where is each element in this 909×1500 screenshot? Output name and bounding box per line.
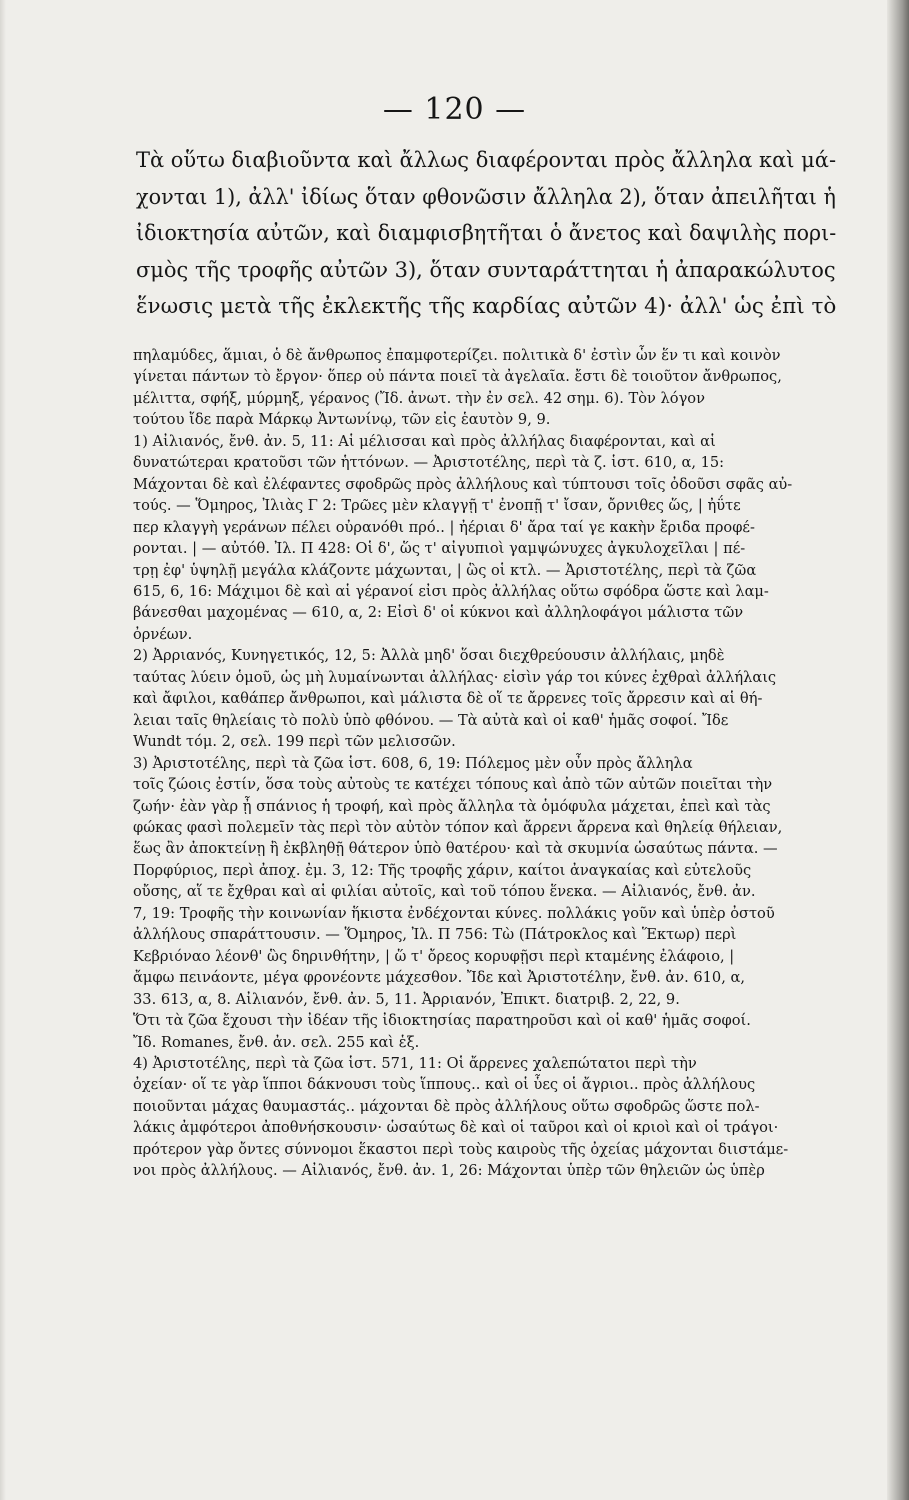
footnote-line: Ἴδ. Romanes, ἔνθ. ἀν. σελ. 255 καὶ ἑξ. xyxy=(133,1033,420,1051)
page-shadow-left xyxy=(0,0,6,1500)
footnote-line: ζωήν· ἐὰν γὰρ ᾖ σπάνιος ἡ τροφή, καὶ πρὸς ἄλληλα τὰ ὁμόφυλα μάχεται, ἐπεὶ καὶ τὰς xyxy=(133,797,771,815)
main-text-line: χονται 1), ἀλλ' ἰδίως ὅταν φθονῶσιν ἄλληλα 2), ὅταν ἀπειλῆται ἡ xyxy=(136,184,836,210)
footnote-line: ταύτας λύειν ὁμοῦ, ὡς μὴ λυμαίνωνται ἀλλήλας· εἰσὶν γάρ τοι κύνες ἐχθραὶ ἀλλήλαις xyxy=(133,668,777,686)
footnote-line: τούς. — Ὅμηρος, Ἰλιὰς Γ 2: Τρῶες μὲν κλαγγῇ τ' ἐνοπῇ τ' ἴσαν, ὄρνιθες ὥς, | ἠΰτε xyxy=(133,497,741,515)
footnote-line: 4) Ἀριστοτέλης, περὶ τὰ ζῶα ἱστ. 571, 11: Οἱ ἄρρενες χαλεπώτατοι περὶ τὴν xyxy=(133,1054,697,1072)
footnote-line: ἀλλήλους σπαράττουσιν. — Ὅμηρος, Ἰλ. Π 756: Τὼ (Πάτροκλος καὶ Ἕκτωρ) περὶ xyxy=(133,926,737,944)
footnote-line: ποιοῦνται μάχας θαυμαστάς.. μάχονται δὲ πρὸς ἀλλήλους οὕτω σφοδρῶς ὥστε πολ- xyxy=(133,1097,760,1115)
footnote-line: ἕως ἂν ἀποκτείνῃ ἢ ἐκβληθῇ θάτερον ὑπὸ θατέρου· καὶ τὰ σκυμνία ὡσαύτως πάντα. — xyxy=(133,840,778,858)
main-text-line: ἕνωσις μετὰ τῆς ἐκλεκτῆς τῆς καρδίας αὐτῶν 4)· ἀλλ' ὡς ἐπὶ τὸ xyxy=(136,294,837,319)
footnote-line: Μάχονται δὲ καὶ ἐλέφαντες σφοδρῶς πρὸς ἀλλήλους καὶ τύπτουσι τοῖς ὀδοῦσι σφᾶς αὐ- xyxy=(133,475,793,493)
page-binding-edge xyxy=(887,0,909,1500)
footnote-line: γίνεται πάντων τὸ ἔργον· ὅπερ οὐ πάντα ποιεῖ τὰ ἀγελαῖα. ἔστι δὲ τοιοῦτον ἄνθρωπος, xyxy=(133,368,782,386)
footnote-line: πρότερον γὰρ ὄντες σύννομοι ἕκαστοι περὶ τοὺς καιροὺς τῆς ὀχείας μάχονται διιστάμε- xyxy=(133,1140,789,1158)
footnote-line: 1) Αἰλιανός, ἔνθ. ἀν. 5, 11: Αἱ μέλισσαι καὶ πρὸς ἀλλήλας διαφέρονται, καὶ αἱ xyxy=(133,432,716,450)
main-body-text xyxy=(136,143,836,326)
page-number: — 120 — xyxy=(382,92,527,127)
footnote-line: λάκις ἀμφότεροι ἀποθνήσκουσιν· ὡσαύτως δὲ καὶ οἱ ταῦροι καὶ οἱ κριοὶ καὶ οἱ τράγοι· xyxy=(133,1119,779,1137)
footnote-line: ὀχείαν· οἵ τε γὰρ ἵπποι δάκνουσι τοὺς ἵππους.. καὶ οἱ ὗες οἱ ἄγριοι.. πρὸς ἀλλήλους xyxy=(133,1076,756,1094)
footnote-line: περ κλαγγὴ γεράνων πέλει οὐρανόθι πρό.. | ἠέριαι δ' ἄρα ταί γε κακὴν ἔριδα προφέ- xyxy=(133,518,755,536)
footnote-line: νοι πρὸς ἀλλήλους. — Αἰλιανός, ἔνθ. ἀν. 1, 26: Μάχονται ὑπὲρ τῶν θηλειῶν ὡς ὑπὲρ xyxy=(133,1162,765,1180)
footnote-line: Κεβριόναο λέονθ' ὣς δηρινθήτην, | ὥ τ' ὄρεος κορυφῇσι περὶ κταμένης ἐλάφοιο, | xyxy=(133,947,735,965)
footnote-line: 7, 19: Τροφῆς τὴν κοινωνίαν ἥκιστα ἐνδέχονται κύνες. πολλάκις γοῦν καὶ ὑπὲρ ὀστοῦ xyxy=(133,904,775,922)
footnote-line: τοῖς ζώοις ἐστίν, ὅσα τοὺς αὐτοὺς τε κατέχει τόπους καὶ ἀπὸ τῶν αὐτῶν ποιεῖται τὴν xyxy=(133,776,773,794)
footnote-line: ὀρνέων. xyxy=(133,625,193,643)
footnote-line: 2) Ἀρριανός, Κυνηγετικός, 12, 5: Ἀλλὰ μηδ' ὅσαι διεχθρεύουσιν ἀλλήλαις, μηδὲ xyxy=(133,647,725,665)
footnote-line: καὶ ἄφιλοι, καθάπερ ἄνθρωποι, καὶ μάλιστα δὲ οἵ τε ἄρρενες τοῖς ἄρρεσιν καὶ αἱ θή- xyxy=(133,690,763,708)
footnote-line: οὔσης, αἵ τε ἔχθραι καὶ αἱ φιλίαι αὐτοῖς, καὶ τοῦ τόπου ἕνεκα. — Αἰλιανός, ἔνθ. ἀν. xyxy=(133,883,756,901)
footnote-line: Πορφύριος, περὶ ἀποχ. ἐμ. 3, 12: Τῆς τροφῆς χάριν, καίτοι ἀναγκαίας καὶ εὐτελοῦς xyxy=(133,861,752,879)
main-text-line: σμὸς τῆς τροφῆς αὐτῶν 3), ὅταν συνταράττηται ἡ ἀπαρακώλυτος xyxy=(136,257,836,283)
footnote-line: ἄμφω πεινάοντε, μέγα φρονέοντε μάχεσθον. Ἴδε καὶ Ἀριστοτέλην, ἔνθ. ἀν. 610, α, xyxy=(133,969,745,987)
footnote-line: 33. 613, α, 8. Αἰλιανόν, ἔνθ. ἀν. 5, 11. Ἀρριανόν, Ἐπικτ. διατριβ. 2, 22, 9. xyxy=(133,990,680,1008)
main-text-line: Τὰ οὕτω διαβιοῦντα καὶ ἄλλως διαφέρονται πρὸς ἄλληλα καὶ μά- xyxy=(136,148,837,173)
footnote-line: τρῃ ἐφ' ὑψηλῇ μεγάλα κλάζοντε μάχωνται, | ὣς οἱ κτλ. — Ἀριστοτέλης, περὶ τὰ ζῶα xyxy=(133,561,757,579)
footnote-line: 615, 6, 16: Μάχιμοι δὲ καὶ αἱ γέρανοί εἰσι πρὸς ἀλλήλας οὕτω σφόδρα ὥστε καὶ λαμ- xyxy=(133,582,769,600)
footnote-line: πηλαμύδες, ἅμιαι, ὁ δὲ ἄνθρωπος ἐπαμφοτερίζει. πολιτικὰ δ' ἐστὶν ὧν ἕν τι καὶ κοινὸν xyxy=(133,347,781,364)
footnote-line: λειαι ταῖς θηλείαις τὸ πολὺ ὑπὸ φθόνου. — Τὰ αὐτὰ καὶ οἱ καθ' ἡμᾶς σοφοί. Ἴδε xyxy=(133,711,729,729)
footnote-line: Wundt τόμ. 2, σελ. 199 περὶ τῶν μελισσῶν. xyxy=(133,733,456,751)
footnote-line: βάνεσθαι μαχομένας — 610, α, 2: Εἰσὶ δ' οἱ κύκνοι καὶ ἀλληλοφάγοι μάλιστα τῶν xyxy=(133,604,744,622)
footnote-line: ρονται. | — αὐτόθ. Ἰλ. Π 428: Οἱ δ', ὥς τ' αἰγυπιοὶ γαμψώνυχες ἀγκυλοχεῖλαι | πέ- xyxy=(133,540,746,558)
main-text-line: ἰδιοκτησία αὐτῶν, καὶ διαμφισβητῆται ὁ ἄνετος καὶ δαψιλὴς πορι- xyxy=(136,221,837,246)
footnote-line: τούτου ἴδε παρὰ Μάρκῳ Ἀντωνίνῳ, τῶν εἰς ἑαυτὸν 9, 9. xyxy=(133,411,551,429)
footnote-line: φώκας φασὶ πολεμεῖν τὰς περὶ τὸν αὐτὸν τόπον καὶ ἄρρενι ἄρρενα καὶ θηλείᾳ θήλειαν, xyxy=(133,818,783,836)
footnote-line: Ὅτι τὰ ζῶα ἔχουσι τὴν ἰδέαν τῆς ἰδιοκτησίας παρατηροῦσι καὶ οἱ καθ' ἡμᾶς σοφοί. xyxy=(133,1012,751,1030)
footnotes-block xyxy=(133,345,838,1182)
footnote-line: 3) Ἀριστοτέλης, περὶ τὰ ζῶα ἱστ. 608, 6, 19: Πόλεμος μὲν οὖν πρὸς ἄλληλα xyxy=(133,754,693,772)
footnote-line: δυνατώτεραι κρατοῦσι τῶν ἡττόνων. — Ἀριστοτέλης, περὶ τὰ ζ. ἱστ. 610, α, 15: xyxy=(133,454,725,472)
footnote-line: μέλιττα, σφήξ, μύρμηξ, γέρανος (Ἴδ. ἀνωτ. τὴν ἐν σελ. 42 σημ. 6). Τὸν λόγον xyxy=(133,389,705,407)
